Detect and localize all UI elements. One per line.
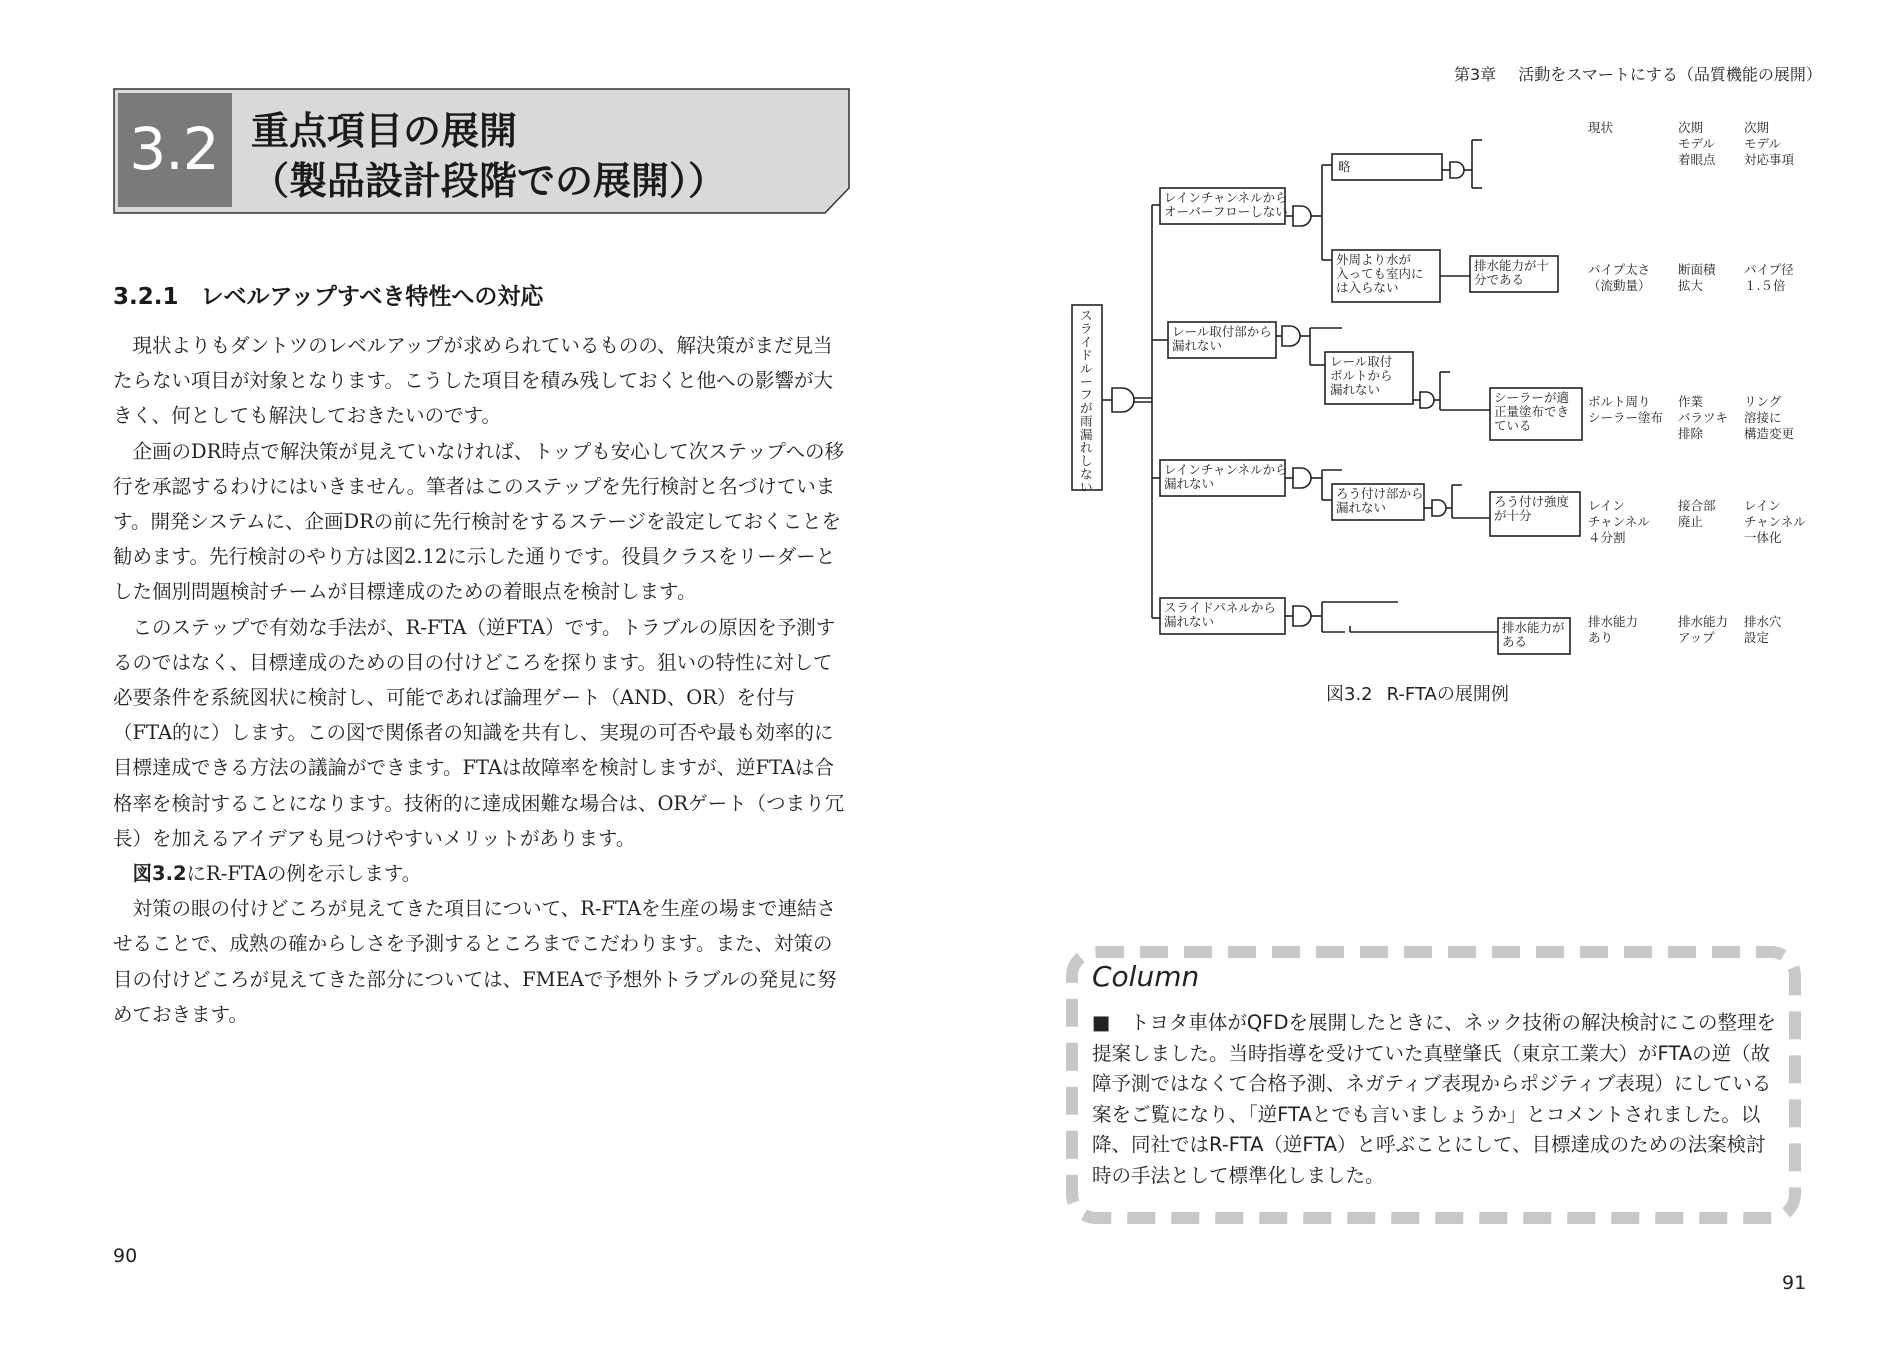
rows-group [1588,262,1806,645]
node-n4-label: スライドパネルから漏れない [1164,600,1276,629]
node-n2-label: レール取付部から漏れない [1172,324,1272,353]
gate-n1 [1293,206,1311,226]
node-n3b-label: ろう付け強度が十分 [1494,494,1570,523]
gate-abbrev [1450,162,1464,178]
running-head-chapter: 第3章 [1454,65,1497,84]
row-2-cell-2: レインチャンネル一体化 [1744,498,1806,545]
node-n1-label: レインチャンネルからオーバーフローしない [1164,190,1288,219]
page-number-right: 91 [1782,1272,1807,1294]
row-0-cell-1: 断面積拡大 [1678,262,1716,293]
running-head [1454,62,1822,85]
figure-reference-text: にR-FTAの例を示します。 [186,862,422,886]
root-label: スライドルーフが雨漏れしない [1080,308,1093,495]
running-head-title: 活動をスマートにする（品質機能の展開） [1518,65,1822,84]
row-3-cell-2: 排水穴設定 [1744,614,1782,645]
node-abbrev-label: 略 [1338,159,1351,174]
row-2-cell-1: 接合部廃止 [1678,498,1716,529]
section-title [251,106,726,206]
row-3-cell-1: 排水能力アップ [1678,614,1729,645]
column-header-current: 現状 [1588,120,1614,135]
figure-title: R-FTAの展開例 [1386,684,1509,705]
column-header-next-focus: 次期モデル着眼点 [1678,120,1716,167]
figure-reference: 図3.2 [132,862,187,886]
gate-n3a [1432,500,1446,516]
row-1-cell-0: ボルト周りシーラー塗布 [1588,394,1664,425]
root-gate [1102,388,1152,412]
section-number: 3.2 [129,115,219,183]
node-n3-label: レインチャンネルから漏れない [1164,462,1288,491]
gate-n2a [1420,392,1434,408]
figure-label: 図3.2 [1326,684,1373,705]
subsection-heading [113,278,543,311]
rfta-diagram [1060,110,1820,670]
subsection-number: 3.2.1 [113,284,179,310]
row-1-cell-2: リング溶接に構造変更 [1744,394,1795,441]
paragraph-3: このステップで有効な手法が、R-FTA（逆FTA）です。トラブルの原因を予測するのではなく、目標達成のための目の付けどころを探ります。狙いの特性に対して必要条件を系統図状に検討し、可能であれば論理ゲート（AND、OR）を付与（FTA的に）します。この図で関係者の知識を共有し、実現の可否や最も効率的に目標達成できる方法の議論ができます。FTAは故障率を検討しますが、逆FTAは合格率を検討することになります。技術的に達成困難な場合は、ORゲート（つまり冗長）を加えるアイデアも見つけやすいメリットがあります。 [113,615,845,850]
paragraph-1: 現状よりもダントツのレベルアップが求められているものの、解決策がまだ見当たらない項目が対象となります。こうした項目を積み残しておくと他への影響が大きく、何としても解決しておきたいのです。 [113,334,833,428]
paragraph-2: 企画のDR時点で解決策が見えていなければ、トップも安心して次ステップへの移行を承認するわけにはいきません。筆者はこのステップを先行検討と名づけています。開発システムに、企画DRの前に先行検討をするステージを設定しておくことを勧めます。先行検討のやり方は図2.12に示した通りです。役員クラスをリーダーとした個別問題検討チームが目標達成のための着眼点を検討します。 [113,439,844,604]
row-2-cell-0: レインチャンネル４分割 [1588,498,1650,545]
page-number-left: 90 [113,1245,138,1267]
gate-n3 [1293,468,1311,488]
row-3-cell-0: 排水能力あり [1588,614,1639,645]
gate-n4 [1293,606,1311,626]
paragraph-last: 対策の眼の付けどころが見えてきた項目について、R-FTAを生産の場まで連結させることで、成熟の確からしさを予測するところまでこだわります。また、対策の目の付けどころが見えてきた部分については、FMEAで予想外トラブルの発見に努めておきます。 [113,897,837,1026]
column-box [1060,940,1807,1230]
node-n2b-label: シーラーが適正量塗布できている [1494,390,1570,433]
node-n4b-label: 排水能力がある [1502,620,1565,649]
section-title-line1: 重点項目の展開 [251,109,518,153]
column-title: Column [1092,960,1200,993]
row-1-cell-1: 作業バラツキ排除 [1678,394,1729,441]
paragraph-fig-ref [113,856,849,891]
column-text: ■ トヨタ車体がQFDを展開したときに、ネック技術の解決検討にこの整理を提案しました。当時指導を受けていた真壁肇氏（東京工業大）がFTAの逆（故障予測ではなくて合格予測、ネガティブ表現からポジティブ表現）にしている案をご覧になり、「逆FTAとでも言いましょうか」とコメントされました。以降、同社ではR-FTA（逆FTA）と呼ぶことにして、目標達成のための法案検討時の手法として標準化しました。 [1092,1011,1777,1187]
section-header [113,88,850,214]
subsection-title: レベルアップすべき特性への対応 [200,284,544,310]
column-header-next-action: 次期モデル対応事項 [1744,120,1795,167]
node-n1b-label: 排水能力が十分である [1474,258,1550,287]
node-n3a-label: ろう付け部から漏れない [1336,486,1424,515]
row-0-cell-2: パイプ径１.５倍 [1744,262,1794,293]
node-n1a-label: 外周より水が入っても室内には入らない [1336,252,1424,295]
body-text [113,328,849,1032]
node-n2a-label: レール取付ボルトから漏れない [1330,354,1393,397]
row-0-cell-0: パイプ太さ（流動量） [1588,262,1651,293]
gate-n2 [1282,326,1300,346]
rfta-diagram-svg [1060,110,1820,670]
figure-caption [1326,680,1509,706]
section-title-line2: （製品設計段階での展開）） [251,159,727,203]
